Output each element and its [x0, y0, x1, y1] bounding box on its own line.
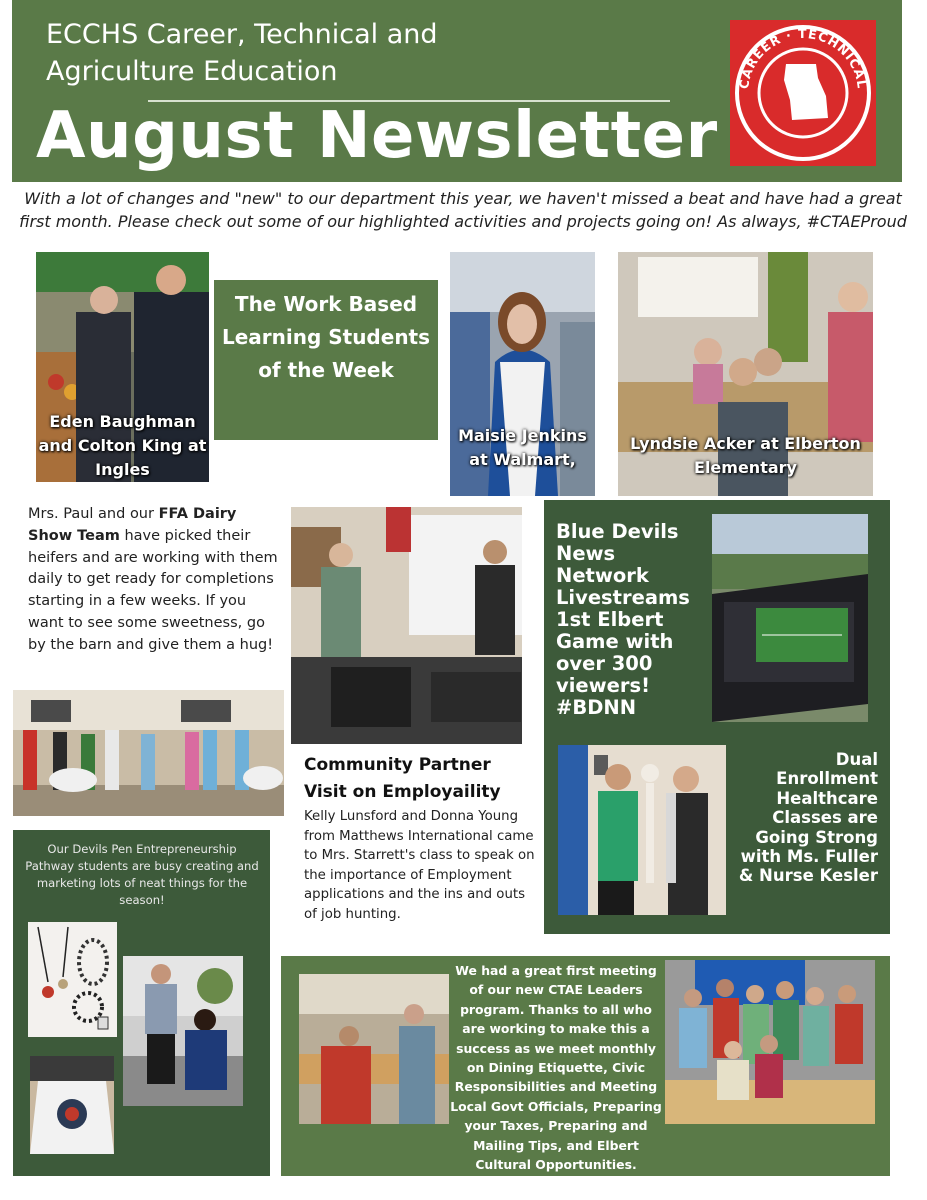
elementary-caption: Lyndsie Acker at Elberton Elementary — [630, 434, 861, 477]
jewelry-photo — [28, 922, 117, 1037]
header-subtitle — [46, 16, 566, 90]
students-shirts-photo — [123, 956, 243, 1106]
healthcare-photo — [558, 745, 726, 915]
ingles-caption: Eden Baughman and Colton King at Ingles — [38, 412, 207, 479]
ffa-text-start: Mrs. Paul and our — [28, 506, 159, 522]
devils-pen-text: Our Devils Pen Entrepreneurship Pathway students are busy creating and marketing lots of neat things for the season! — [25, 842, 259, 907]
ctae-leaders-text: We had a great first meeting of our new CTAE Leaders program. Thanks to all who are working to make this a success as we meet monthly on Dining Etiquette, Civic Responsibilities and Meeting Local Govt Officials, Preparing your Taxes, Preparing and Mailing Tips, and Elbert Cultural Opportunities. — [450, 963, 662, 1173]
ctae-logo — [730, 20, 876, 166]
page-title: August Newsletter — [36, 99, 718, 173]
wbl-title-box: The Work Based Learning Students of the Week — [214, 280, 438, 440]
community-partner-title: Community Partner Visit on Employaility — [304, 755, 501, 802]
ffa-dairy-team-link: FFA Dairy Show Team — [28, 506, 237, 544]
bdnn-text: Blue Devils News Network Livestreams 1st Elbert Game with over 300 viewers! #BDNN — [556, 520, 690, 719]
community-partner-body: Kelly Lunsford and Donna Young from Matthews International came to Mrs. Starrett's class to speak on the importance of Employment applications and the ins and outs of job hunting. — [304, 809, 535, 922]
intro-text: With a lot of changes and "new" to our department this year, we haven't missed a beat and have had a great first month. Please check out some of our highlighted activities and projects going on! As always, #CTAEProud — [19, 189, 907, 231]
elementary-photo — [618, 252, 873, 496]
dual-enrollment-text: Dual Enrollment Healthcare Classes are Going Strong with Ms. Fuller & Nurse Kesler — [738, 750, 878, 886]
walmart-caption: Maisie Jenkins at Walmart, — [458, 426, 587, 469]
ffa-text-end: have picked their heifers and are working with them daily to get ready for completions starting in a few weeks. If you want to see some sweetness, go by the barn and give them a hug! — [28, 527, 278, 653]
header-subtitle-line1: ECCHS Career, Technical and — [46, 19, 438, 50]
leaders-group-photo — [665, 960, 875, 1124]
svg-text:CAREER · TECHNICAL: CAREER · TECHNICAL — [736, 25, 870, 90]
leaders-meeting-photo — [299, 974, 449, 1124]
ingles-photo — [36, 252, 209, 482]
community-partner-photo — [291, 507, 522, 744]
header-subtitle-line2: Agriculture Education — [46, 56, 338, 87]
ffa-text — [28, 504, 278, 657]
ffa-barn-photo — [13, 690, 284, 816]
shirt-photo — [30, 1056, 114, 1154]
walmart-photo — [450, 252, 595, 496]
livestream-photo — [712, 514, 868, 722]
